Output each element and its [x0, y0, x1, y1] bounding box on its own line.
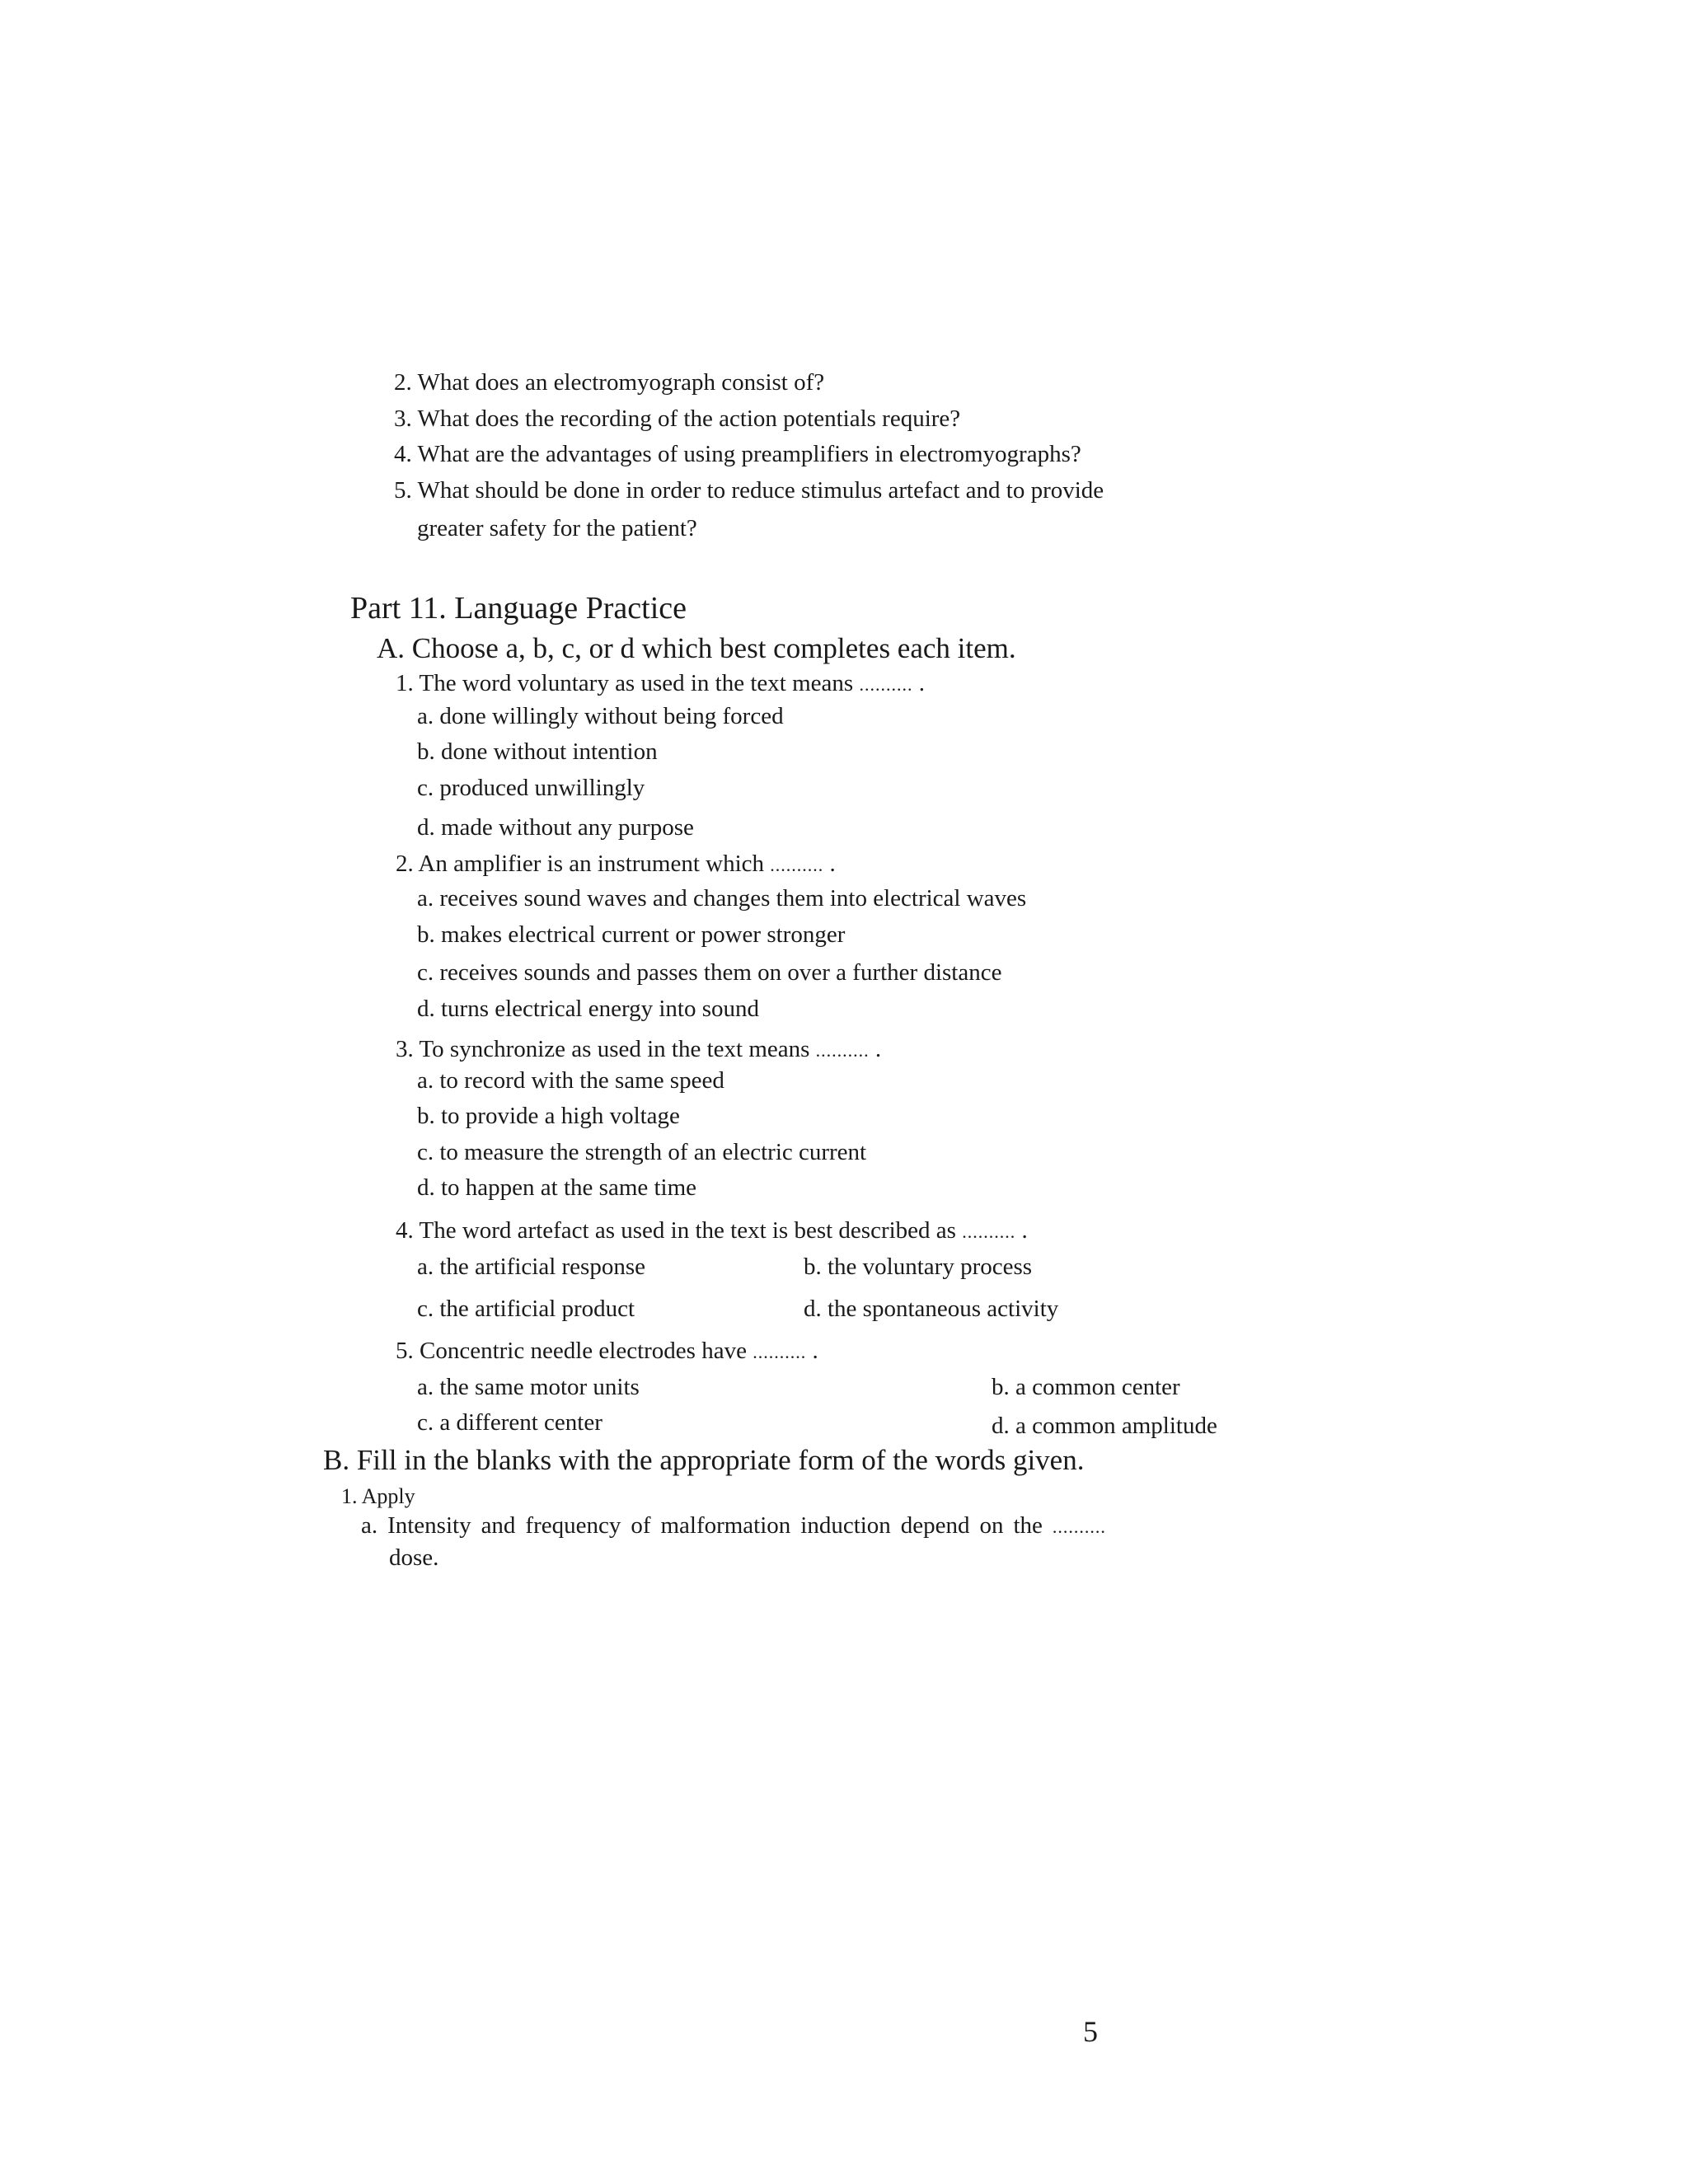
- option-a: [417, 703, 784, 730]
- mc-stem: [396, 851, 836, 878]
- option-letter: d.: [804, 1296, 822, 1322]
- question-2: [394, 369, 824, 396]
- option-text: to measure the strength of an electric current: [439, 1139, 867, 1165]
- option-a: [417, 1067, 724, 1094]
- option-text: receives sound waves and changes them into electrical waves: [439, 885, 1027, 912]
- option-letter: b.: [804, 1254, 822, 1280]
- sentence-word: Intensity: [387, 1512, 471, 1539]
- question-text: What are the advantages of using preamplifiers in electromyographs?: [417, 441, 1081, 467]
- option-c: [417, 775, 645, 802]
- question-3: [394, 405, 960, 433]
- sentence-word: the: [1013, 1512, 1043, 1539]
- option-letter: d.: [992, 1413, 1010, 1439]
- stem-end: .: [1021, 1217, 1028, 1244]
- option-text: the artificial product: [439, 1296, 635, 1322]
- stem-end: .: [874, 1036, 882, 1062]
- question-4: [394, 441, 1081, 468]
- option-text: to provide a high voltage: [441, 1103, 680, 1129]
- sentence-word: frequency: [525, 1512, 621, 1539]
- answer-blank: ..........: [859, 674, 913, 695]
- option-letter: a.: [417, 1067, 434, 1094]
- sentence-word: and: [481, 1512, 516, 1539]
- item-number: 2.: [396, 851, 414, 877]
- option-letter: c.: [417, 1296, 434, 1322]
- item-number: 1.: [396, 670, 414, 696]
- option-a: [417, 1374, 640, 1401]
- mc-stem: [396, 670, 925, 697]
- option-a: [417, 885, 1026, 912]
- option-text: the same motor units: [439, 1374, 640, 1400]
- mc-stem: [396, 1036, 881, 1063]
- option-b: [804, 1254, 1032, 1281]
- fill-item-word: [341, 1484, 415, 1509]
- sentence-word: malformation: [660, 1512, 791, 1539]
- option-letter: a.: [417, 1374, 434, 1400]
- mc-stem: [396, 1338, 818, 1365]
- stem-end: .: [829, 851, 836, 877]
- option-text: done willingly without being forced: [439, 703, 784, 729]
- option-letter: b.: [417, 1103, 435, 1129]
- option-b: [417, 921, 845, 949]
- stem-text: To synchronize as used in the text means: [419, 1036, 810, 1062]
- stem-text: The word voluntary as used in the text means: [419, 670, 854, 696]
- option-text: a common amplitude: [1015, 1413, 1217, 1439]
- answer-blank: ..........: [962, 1221, 1016, 1242]
- option-text: made without any purpose: [441, 814, 694, 841]
- stem-text: The word artefact as used in the text is best described as: [419, 1217, 956, 1244]
- question-text: What should be done in order to reduce stimulus artefact and to provide: [417, 477, 1104, 504]
- option-letter: c.: [417, 959, 434, 986]
- base-word: Apply: [361, 1484, 415, 1508]
- sentence-word: of: [631, 1512, 651, 1539]
- option-letter: a.: [417, 885, 434, 912]
- option-text: produced unwillingly: [439, 775, 645, 801]
- part-heading: Part 11. Language Practice: [350, 591, 687, 626]
- stem-end: .: [812, 1338, 818, 1364]
- stem-text: An amplifier is an instrument which: [418, 851, 765, 877]
- option-text: a different center: [439, 1409, 603, 1436]
- option-letter: c.: [417, 1409, 434, 1436]
- item-number: 3.: [396, 1036, 414, 1062]
- option-c: [417, 1296, 635, 1323]
- stem-end: .: [918, 670, 925, 696]
- option-letter: c.: [417, 1139, 434, 1165]
- option-letter: b.: [417, 921, 435, 948]
- option-text: the artificial response: [439, 1254, 645, 1280]
- option-letter: b.: [992, 1374, 1010, 1400]
- option-c: [417, 1139, 866, 1166]
- option-letter: b.: [417, 738, 435, 765]
- mc-stem: [396, 1217, 1028, 1244]
- stem-text: Concentric needle electrodes have: [420, 1338, 747, 1364]
- sentence-word: on: [979, 1512, 1004, 1539]
- question-text: What does an electromyograph consist of?: [417, 369, 825, 396]
- option-d: [992, 1413, 1217, 1440]
- option-letter: d.: [417, 1174, 435, 1201]
- option-letter: d.: [417, 814, 435, 841]
- question-number: 2.: [394, 369, 412, 396]
- option-b: [992, 1374, 1180, 1401]
- option-text: makes electrical current or power stronger: [441, 921, 846, 948]
- option-text: turns electrical energy into sound: [441, 996, 760, 1022]
- question-5-continuation: greater safety for the patient?: [417, 515, 697, 541]
- item-number: 5.: [396, 1338, 414, 1364]
- option-c: [417, 1409, 603, 1436]
- option-text: to happen at the same time: [441, 1174, 697, 1201]
- option-text: the voluntary process: [828, 1254, 1033, 1280]
- section-a-heading: A. Choose a, b, c, or d which best completes each item.: [377, 632, 1016, 664]
- sentence-letter: a.: [361, 1512, 378, 1539]
- option-d: [417, 996, 759, 1023]
- section-b-heading: B. Fill in the blanks with the appropriate form of the words given.: [323, 1444, 1085, 1476]
- option-letter: a.: [417, 1254, 434, 1280]
- fill-sentence-line: [361, 1512, 1106, 1540]
- answer-blank: ..........: [815, 1040, 870, 1061]
- option-d: [804, 1296, 1058, 1323]
- question-text: What does the recording of the action potentials require?: [417, 405, 961, 432]
- fill-sentence-continuation: dose.: [389, 1544, 439, 1571]
- question-5: [394, 477, 1104, 504]
- answer-blank: ..........: [1052, 1516, 1106, 1537]
- option-b: [417, 738, 658, 766]
- sentence-word: depend: [900, 1512, 970, 1539]
- option-b: [417, 1103, 680, 1130]
- question-number: 3.: [394, 405, 412, 432]
- page-number: 5: [1083, 2015, 1098, 2048]
- option-letter: d.: [417, 996, 435, 1022]
- option-text: to record with the same speed: [439, 1067, 724, 1094]
- option-text: receives sounds and passes them on over a further distance: [439, 959, 1002, 986]
- sentence-word: induction: [800, 1512, 891, 1539]
- option-text: a common center: [1015, 1374, 1180, 1400]
- option-letter: a.: [417, 703, 434, 729]
- answer-blank: ..........: [770, 855, 824, 875]
- question-number: 5.: [394, 477, 412, 504]
- option-d: [417, 814, 694, 841]
- item-number: 4.: [396, 1217, 414, 1244]
- item-number: 1.: [341, 1484, 358, 1508]
- option-text: done without intention: [441, 738, 658, 765]
- option-letter: c.: [417, 775, 434, 801]
- option-c: [417, 959, 1001, 987]
- option-text: the spontaneous activity: [828, 1296, 1059, 1322]
- option-d: [417, 1174, 696, 1202]
- question-number: 4.: [394, 441, 412, 467]
- answer-blank: ..........: [753, 1342, 807, 1362]
- option-a: [417, 1254, 645, 1281]
